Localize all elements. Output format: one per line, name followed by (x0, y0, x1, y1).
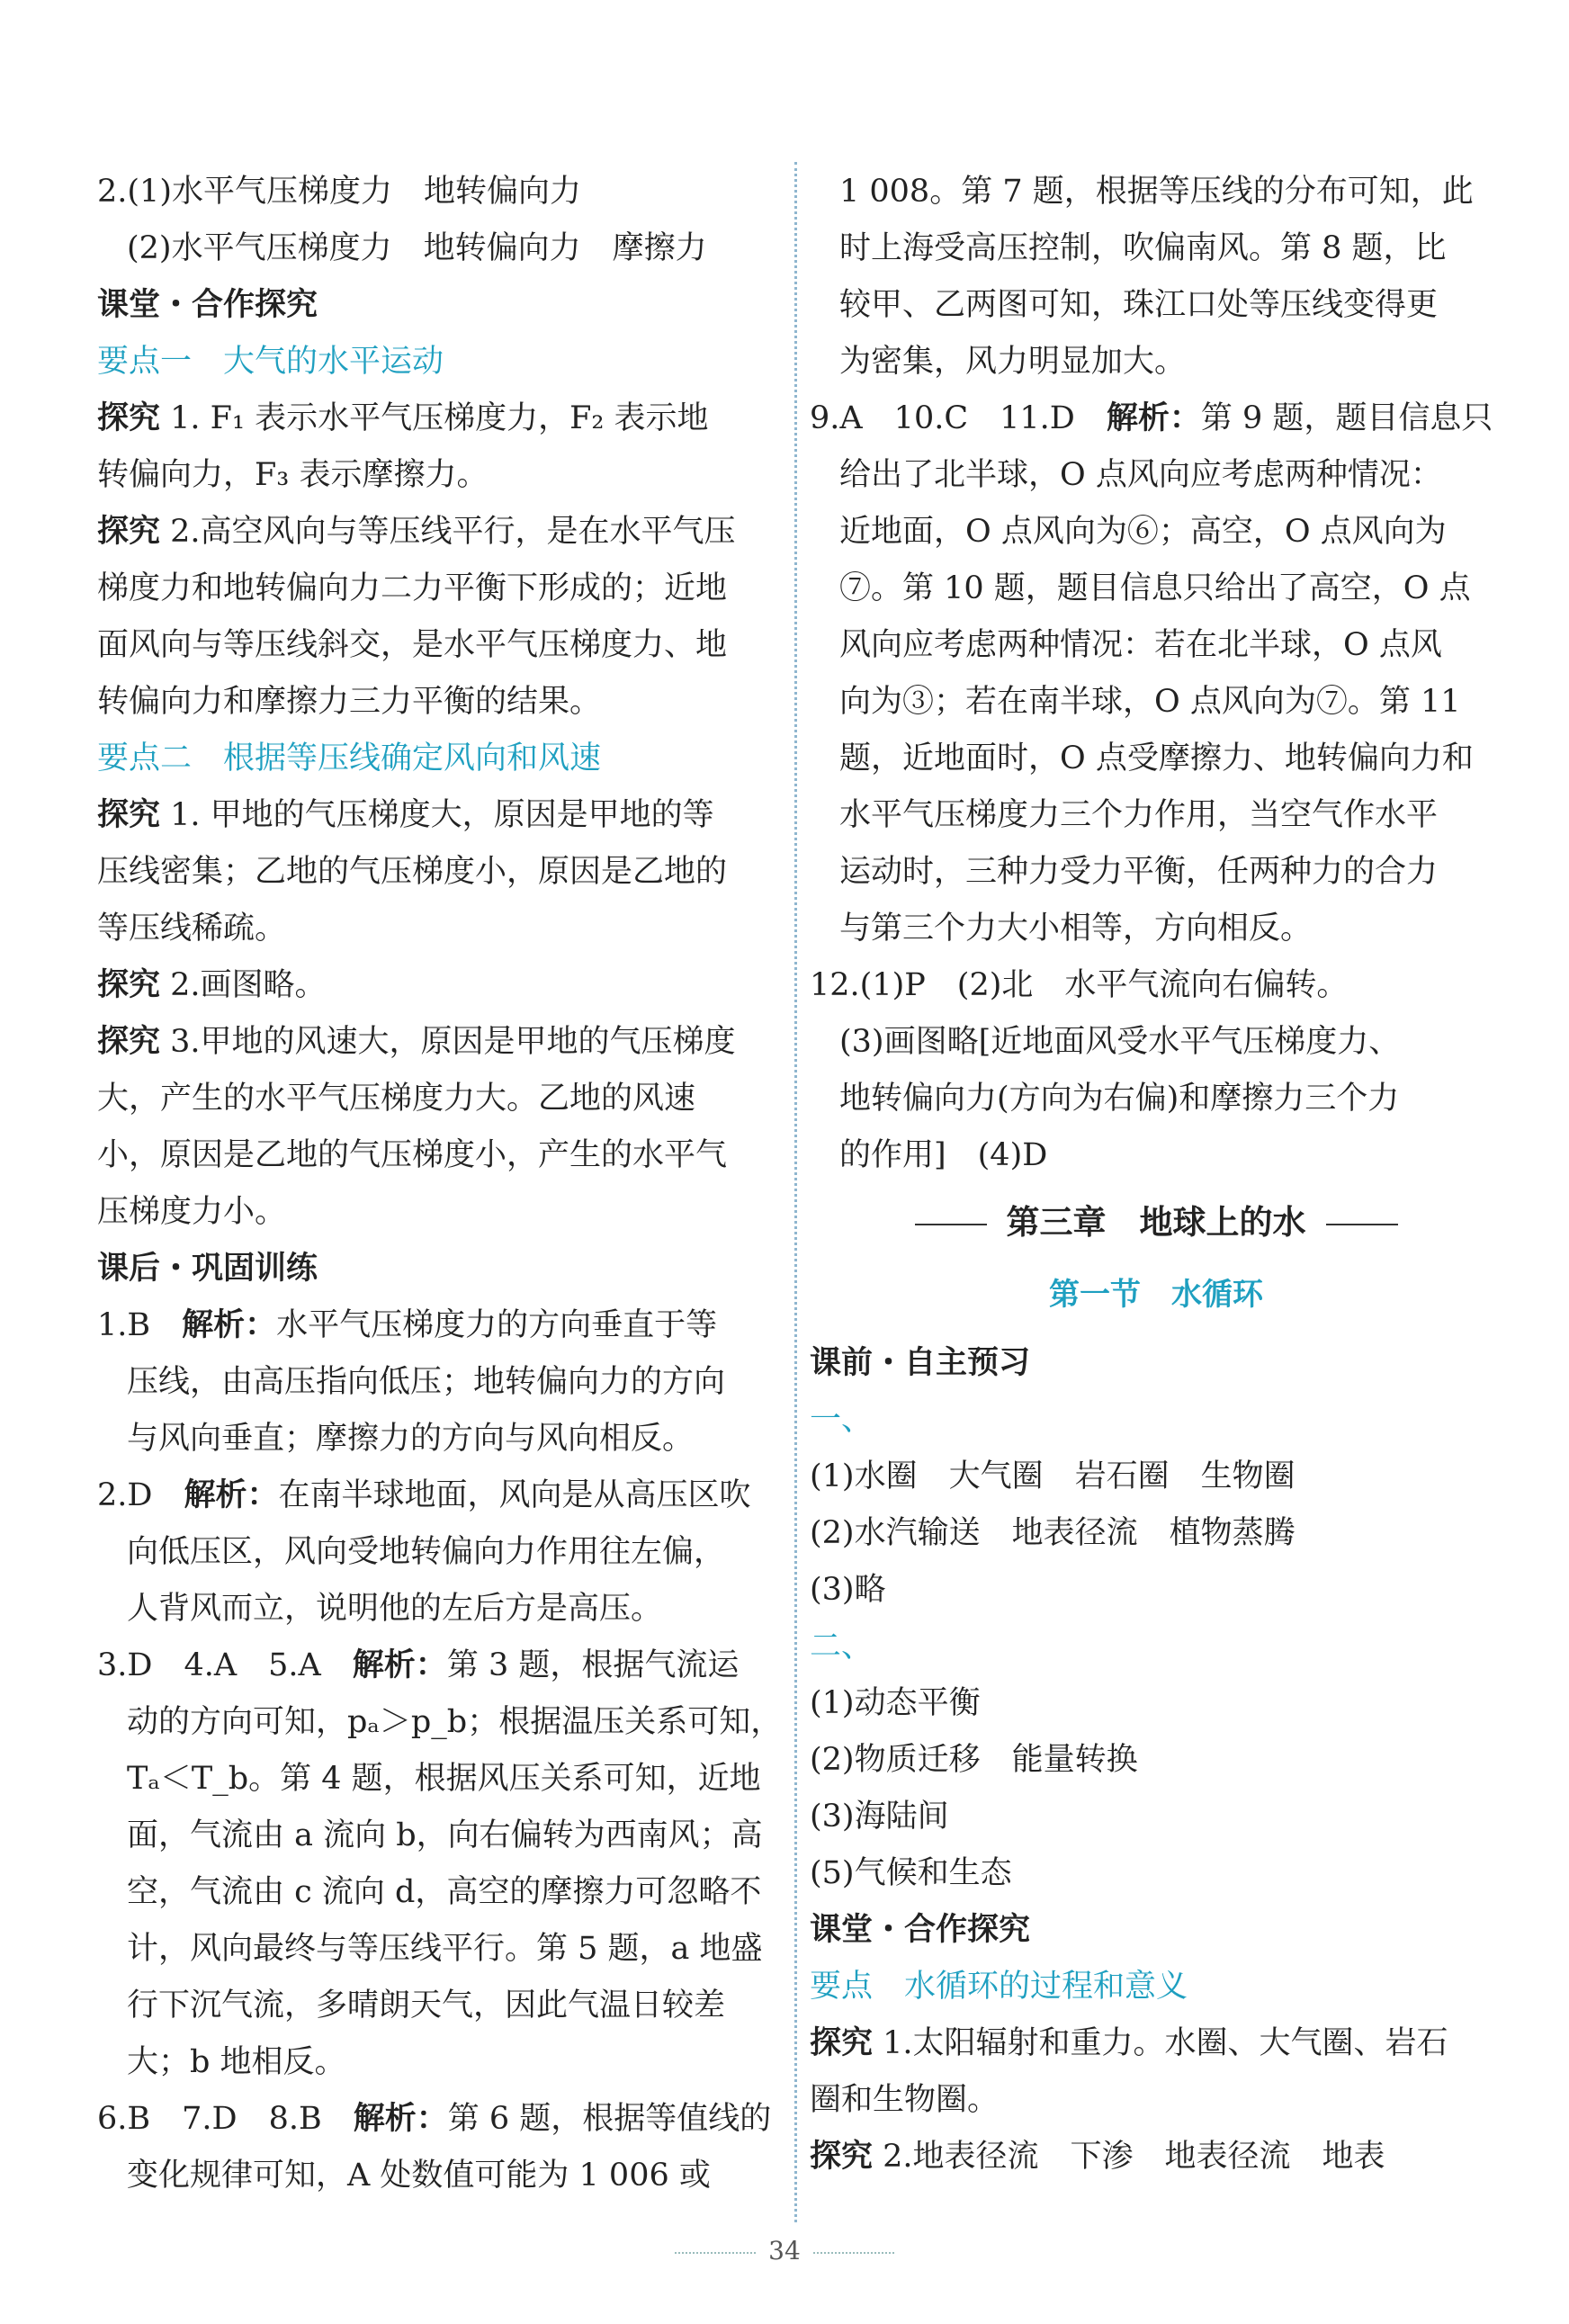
line-text: 的作用] (4)D (839, 1137, 1048, 1173)
chapter-title: 第三章 地球上的水 (1006, 1203, 1306, 1242)
text-line (97, 617, 788, 674)
line-text: 9.A 10.C 11.D (810, 400, 1107, 436)
section-heading: 第一节 水循环 (1049, 1277, 1263, 1313)
inquiry-label: 探究 (810, 2025, 874, 2061)
line-text: 2.地表径流 下渗 地表径流 地表 (873, 2139, 1385, 2175)
text-line (97, 674, 788, 731)
right-top-lines (810, 164, 1502, 1184)
line-text: 题，近地面时，O 点受摩擦力、地转偏向力和 (839, 740, 1474, 776)
text-line (810, 220, 1502, 277)
text-line (810, 1845, 1502, 1902)
line-text: (1)动态平衡 (810, 1685, 981, 1721)
text-line (97, 731, 788, 787)
line-text: (2)物质迁移 能量转换 (810, 1742, 1138, 1778)
line-text: 与第三个力大小相等，方向相反。 (839, 911, 1313, 947)
text-line (97, 1524, 788, 1581)
text-line (810, 1562, 1502, 1619)
text-line (97, 2148, 788, 2204)
text-line (810, 1675, 1502, 1732)
line-text: 变化规律可知，A 处数值可能为 1 006 或 (127, 2158, 711, 2194)
text-line (97, 1467, 788, 1524)
analysis-text: 在南半球地面，风向是从高压区吹 (278, 1477, 751, 1513)
line-text: 梯度力和地转偏向力二力平衡下形成的；近地 (97, 570, 728, 606)
line-text: 空，气流由 c 流向 d，高空的摩擦力可忽略不 (127, 1874, 762, 1910)
right-bottom-lines (810, 1335, 1502, 2185)
analysis-label: 解析： (182, 1307, 277, 1343)
text-line (97, 1071, 788, 1127)
line-text: 为密集，风力明显加大。 (839, 344, 1187, 380)
text-line (97, 447, 788, 504)
inquiry-label: 探究 (810, 2139, 874, 2175)
text-line (810, 2015, 1502, 2072)
line-text: 3.甲地的风速大，原因是甲地的气压梯度 (160, 1024, 736, 1060)
line-text: Tₐ＜T_b。第 4 题，根据风压关系可知，近地 (127, 1761, 761, 1797)
text-line (97, 1184, 788, 1241)
line-text: (2)水平气压梯度力 地转偏向力 摩擦力 (127, 230, 707, 266)
analysis-text: 水平气压梯度力的方向垂直于等 (276, 1307, 718, 1343)
line-text: 近地面，O 点风向为⑥；高空，O 点风向为 (839, 514, 1447, 550)
text-line (97, 1581, 788, 1638)
line-text: 时上海受高压控制，吹偏南风。第 8 题，比 (839, 230, 1447, 266)
line-text: 向为③；若在南半球，O 点风向为⑦。第 11 (839, 684, 1461, 720)
line-text: 1. F₁ 表示水平气压梯度力，F₂ 表示地 (160, 400, 709, 436)
text-line (810, 1335, 1502, 1392)
line-text: 3.D 4.A 5.A (97, 1647, 353, 1683)
text-line (97, 901, 788, 957)
text-line (810, 1732, 1502, 1789)
line-text: 1.B (97, 1307, 183, 1343)
text-line (97, 1127, 788, 1184)
text-line (97, 504, 788, 561)
inquiry-label: 探究 (97, 967, 161, 1003)
text-line (810, 1014, 1502, 1071)
line-text: (1)水圈 大气圈 岩石圈 生物圈 (810, 1458, 1296, 1494)
line-text: 2.画图略。 (160, 967, 327, 1003)
line-text: 压线密集；乙地的气压梯度小，原因是乙地的 (97, 854, 728, 890)
text-line (810, 844, 1502, 901)
text-line (97, 1921, 788, 1978)
text-line (97, 277, 788, 334)
line-text: 12.(1)P (2)北 水平气流向右偏转。 (810, 967, 1349, 1003)
line-text: (5)气候和生态 (810, 1855, 1012, 1891)
text-line (97, 1694, 788, 1751)
line-text: 一、 (810, 1402, 874, 1438)
page-dash-right (813, 2252, 894, 2254)
line-text: 转偏向力和摩擦力三力平衡的结果。 (97, 684, 602, 720)
line-text: 计，风向最终与等压线平行。第 5 题，a 地盛 (127, 1931, 763, 1967)
text-line (810, 617, 1502, 674)
text-line (97, 787, 788, 844)
line-text: 面风向与等压线斜交，是水平气压梯度力、地 (97, 627, 728, 663)
text-line (97, 2034, 788, 2091)
line-text: 课堂・合作探究 (97, 287, 318, 323)
analysis-label: 解析： (184, 1477, 279, 1513)
text-line (97, 1354, 788, 1411)
analysis-label: 解析： (353, 2101, 448, 2137)
line-text: ⑦。第 10 题，题目信息只给出了高空，O 点 (839, 570, 1471, 606)
line-text: 课后・巩固训练 (97, 1251, 318, 1287)
text-line (97, 1978, 788, 2034)
line-text: 转偏向力，F₃ 表示摩擦力。 (97, 457, 489, 493)
analysis-label: 解析： (1106, 400, 1201, 436)
text-line (810, 504, 1502, 561)
line-text: 圈和生物圈。 (810, 2082, 1000, 2118)
right-column (810, 164, 1502, 2185)
line-text: 课前・自主预习 (810, 1345, 1031, 1381)
line-text: 水平气压梯度力三个力作用，当空气作水平 (839, 797, 1439, 833)
line-text: (3)画图略[近地面风受水平气压梯度力、 (839, 1024, 1401, 1060)
line-text: 2.(1)水平气压梯度力 地转偏向力 (97, 174, 581, 210)
line-text: (3)略 (810, 1572, 886, 1608)
inquiry-label: 探究 (97, 514, 161, 550)
page-number (0, 2236, 1569, 2266)
text-line (810, 1071, 1502, 1127)
line-text: 课堂・合作探究 (810, 1912, 1031, 1948)
text-line (97, 561, 788, 617)
line-text: 与风向垂直；摩擦力的方向与风向相反。 (127, 1421, 695, 1457)
line-text: 要点一 大气的水平运动 (97, 344, 444, 380)
line-text: (3)海陆间 (810, 1799, 949, 1835)
text-line (810, 1619, 1502, 1675)
text-line (97, 1638, 788, 1694)
chapter-rule-right (1326, 1224, 1398, 1225)
text-line (97, 390, 788, 447)
analysis-text: 第 6 题，根据等值线的 (447, 2101, 772, 2137)
line-text: 2.高空风向与等压线平行，是在水平气压 (160, 514, 736, 550)
line-text: 要点 水循环的过程和意义 (810, 1969, 1188, 2005)
text-line (810, 334, 1502, 390)
text-line (97, 844, 788, 901)
line-text: 运动时，三种力受力平衡，任两种力的合力 (839, 854, 1439, 890)
text-line (810, 731, 1502, 787)
text-line (97, 220, 788, 277)
line-text: 向低压区，风向受地转偏向力作用往左偏， (127, 1534, 726, 1570)
text-line (810, 1789, 1502, 1845)
line-text: 压线，由高压指向低压；地转偏向力的方向 (127, 1364, 726, 1400)
text-line (810, 164, 1502, 220)
text-line (97, 1297, 788, 1354)
text-line (97, 1808, 788, 1864)
text-line (97, 334, 788, 390)
line-text: 面，气流由 a 流向 b，向右偏转为西南风；高 (127, 1817, 763, 1853)
text-line (97, 1864, 788, 1921)
text-line (810, 787, 1502, 844)
text-line (810, 901, 1502, 957)
text-line (97, 1751, 788, 1808)
line-text: (2)水汽输送 地表径流 植物蒸腾 (810, 1515, 1296, 1551)
line-text: 小，原因是乙地的气压梯度小，产生的水平气 (97, 1137, 728, 1173)
inquiry-label: 探究 (97, 1024, 161, 1060)
chapter-rule-left (915, 1224, 987, 1225)
text-line (97, 2091, 788, 2148)
line-text: 1.太阳辐射和重力。水圈、大气圈、岩石 (873, 2025, 1448, 2061)
inquiry-label: 探究 (97, 400, 161, 436)
line-text: 地转偏向力(方向为右偏)和摩擦力三个力 (839, 1081, 1400, 1117)
text-line (810, 957, 1502, 1014)
chapter-heading (810, 1191, 1502, 1254)
line-text: 1 008。第 7 题，根据等压线的分布可知，此 (839, 174, 1474, 210)
text-line (97, 164, 788, 220)
text-line (97, 957, 788, 1014)
text-line (97, 1411, 788, 1467)
line-text: 要点二 根据等压线确定风向和风速 (97, 740, 602, 776)
line-text: 较甲、乙两图可知，珠江口处等压线变得更 (839, 287, 1439, 323)
line-text: 1. 甲地的气压梯度大，原因是甲地的等 (160, 797, 714, 833)
text-line (810, 1127, 1502, 1184)
text-line (810, 674, 1502, 731)
text-line (810, 277, 1502, 334)
text-line (97, 1241, 788, 1297)
text-line (810, 1902, 1502, 1959)
analysis-text: 第 3 题，根据气流运 (446, 1647, 740, 1683)
text-line (810, 1449, 1502, 1505)
inquiry-label: 探究 (97, 797, 161, 833)
text-line (810, 390, 1502, 447)
analysis-label: 解析： (352, 1647, 447, 1683)
text-line (97, 1014, 788, 1071)
analysis-text: 第 9 题，题目信息只 (1200, 400, 1493, 436)
line-text: 2.D (97, 1477, 184, 1513)
line-text: 大；b 地相反。 (127, 2044, 346, 2080)
line-text: 风向应考虑两种情况：若在北半球，O 点风 (839, 627, 1442, 663)
text-line (810, 2129, 1502, 2185)
line-text: 大，产生的水平气压梯度力大。乙地的风速 (97, 1081, 696, 1117)
text-line (810, 1959, 1502, 2015)
page-dash-left (675, 2252, 756, 2254)
line-text: 人背风而立，说明他的左后方是高压。 (127, 1591, 663, 1627)
line-text: 6.B 7.D 8.B (97, 2101, 354, 2137)
line-text: 行下沉气流，多晴朗天气，因此气温日较差 (127, 1988, 726, 2023)
line-text: 给出了北半球，O 点风向应考虑两种情况： (839, 457, 1442, 493)
page-number-text: 34 (768, 2236, 801, 2266)
text-line (810, 1505, 1502, 1562)
line-text: 压梯度力小。 (97, 1194, 287, 1230)
text-line (810, 1392, 1502, 1449)
left-column (97, 164, 788, 2204)
line-text: 动的方向可知，pₐ＞p_b；根据温压关系可知， (127, 1704, 783, 1740)
text-line (810, 447, 1502, 504)
text-line (810, 2072, 1502, 2129)
column-divider (794, 162, 797, 2222)
line-text: 二、 (810, 1629, 874, 1664)
line-text: 等压线稀疏。 (97, 911, 287, 947)
text-line (810, 561, 1502, 617)
